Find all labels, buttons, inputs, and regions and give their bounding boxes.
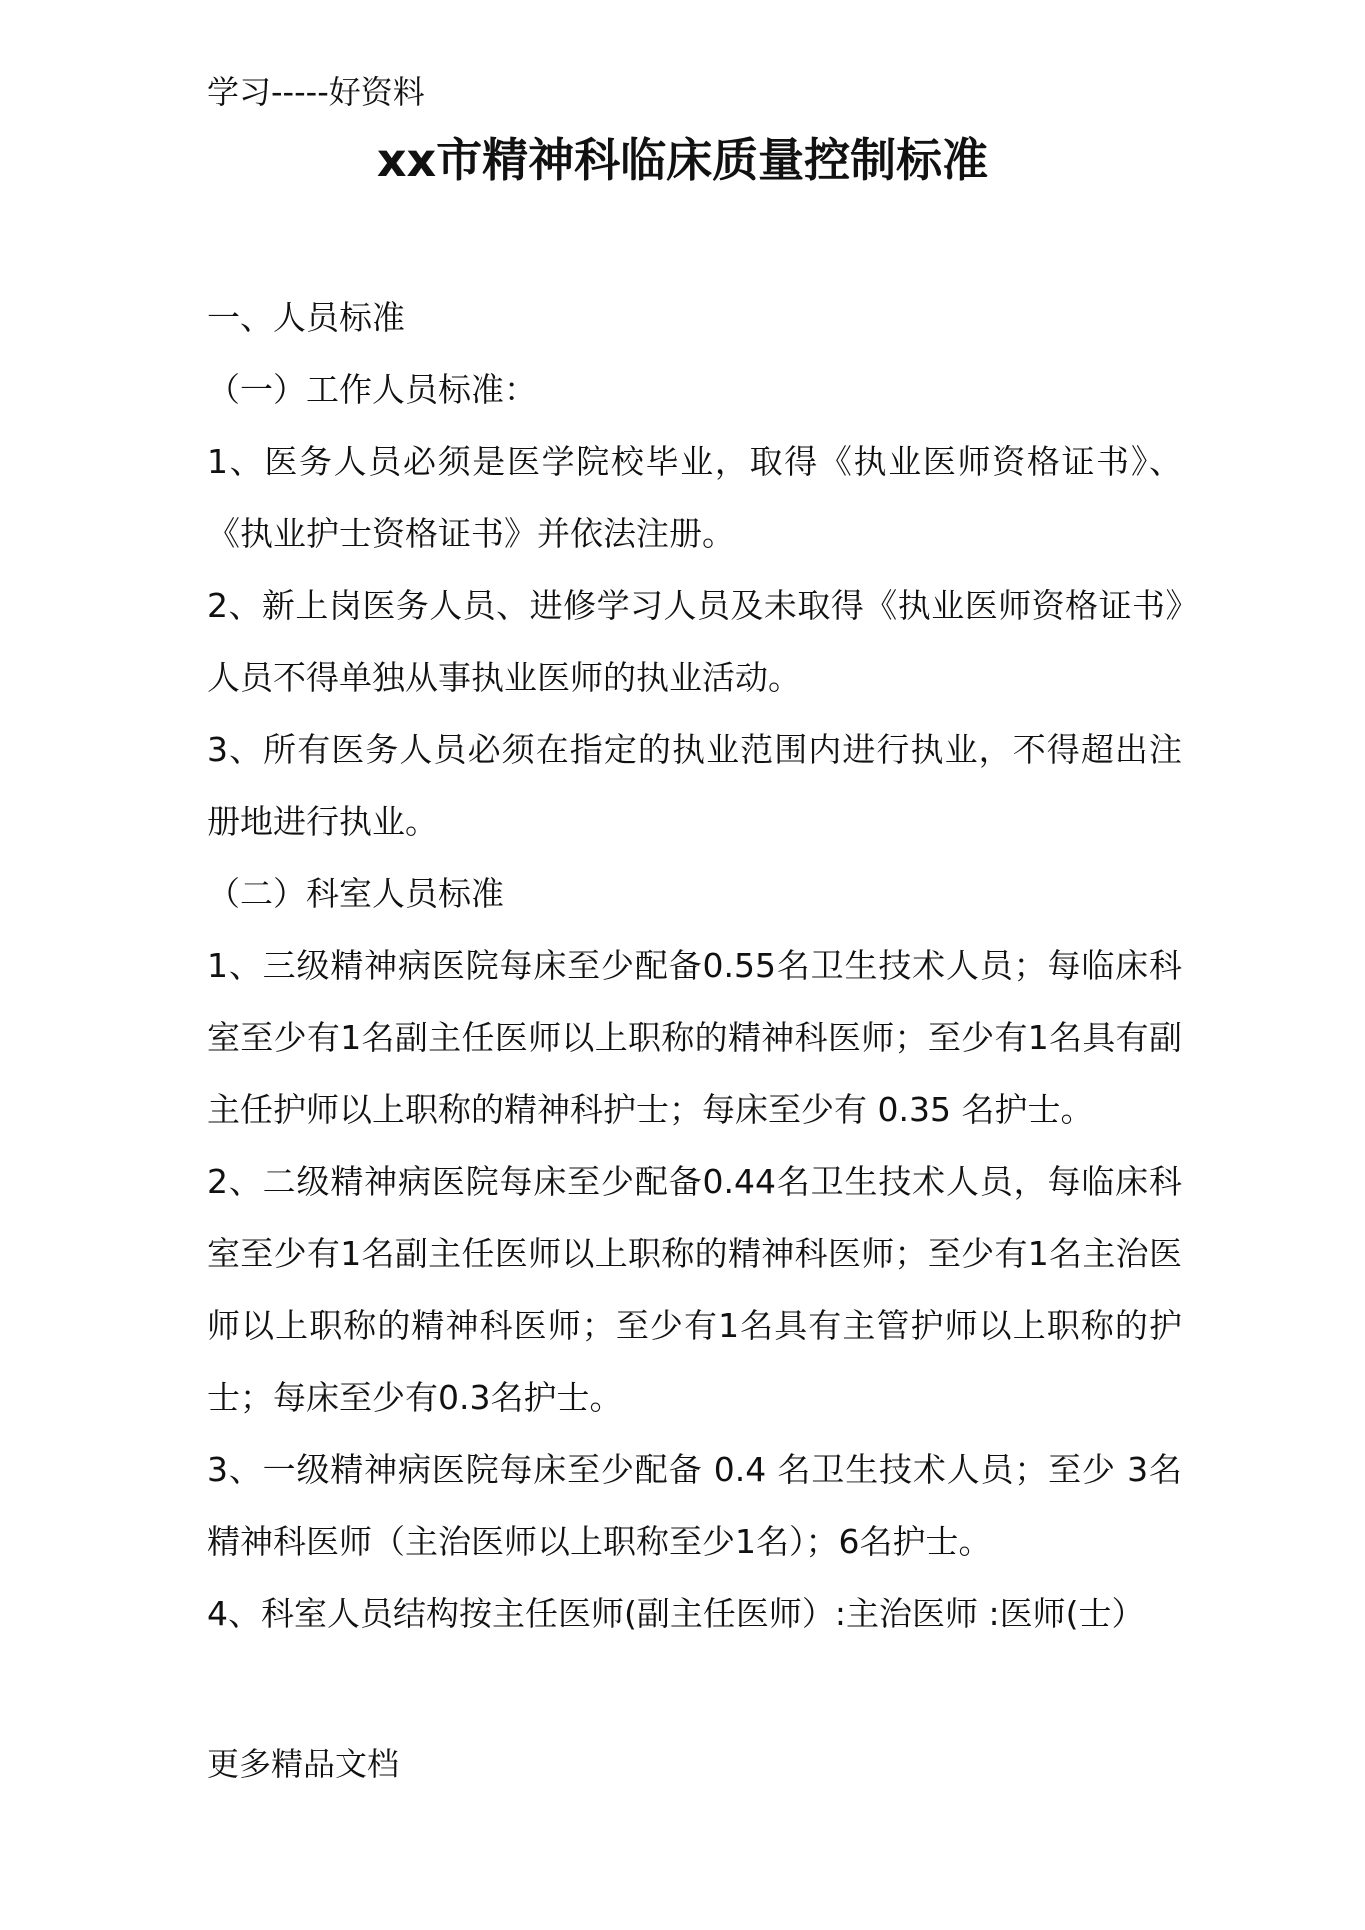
subsection-heading-staff: （一）工作人员标准： [207, 370, 537, 409]
paragraph: 2、二级精神病医院每床至少配备0.44名卫生技术人员，每临床科室至少有1名副主任医师以上职称的精神科医师；至少有1名主治医师以上职称的精神科医师；至少有1名具有主管护师以上职称的护士；每床至少有0.3名护士。 [207, 1162, 1182, 1417]
document-title: xx市精神科临床质量控制标准 [376, 133, 989, 187]
paragraph: 3、一级精神病医院每床至少配备 0.4 名卫生技术人员；至少 3名精神科医师（主治医师以上职称至少1名）；6名护士。 [207, 1450, 1182, 1561]
paragraph: 1、医务人员必须是医学院校毕业，取得《执业医师资格证书》、《执业护士资格证书》并依法注册。 [207, 442, 1182, 553]
section-heading-personnel: 一、人员标准 [207, 298, 405, 337]
document-body [207, 282, 1182, 1650]
header-note: 学习-----好资料 [207, 73, 425, 111]
paragraph: 1、三级精神病医院每床至少配备0.55名卫生技术人员；每临床科室至少有1名副主任医师以上职称的精神科医师；至少有1名具有副主任护师以上职称的精神科护士；每床至少有 0.35 名护士。 [207, 946, 1182, 1129]
paragraph: 2、新上岗医务人员、进修学习人员及未取得《执业医师资格证书》人员不得单独从事执业医师的执业活动。 [207, 586, 1182, 697]
paragraph: 3、所有医务人员必须在指定的执业范围内进行执业，不得超出注册地进行执业。 [207, 730, 1182, 841]
subsection-heading-department: （二）科室人员标准 [207, 874, 504, 913]
paragraph: 4、科室人员结构按主任医师(副主任医师）:主治医师 :医师(士） [207, 1594, 1145, 1633]
footer-note: 更多精品文档 [207, 1745, 400, 1783]
